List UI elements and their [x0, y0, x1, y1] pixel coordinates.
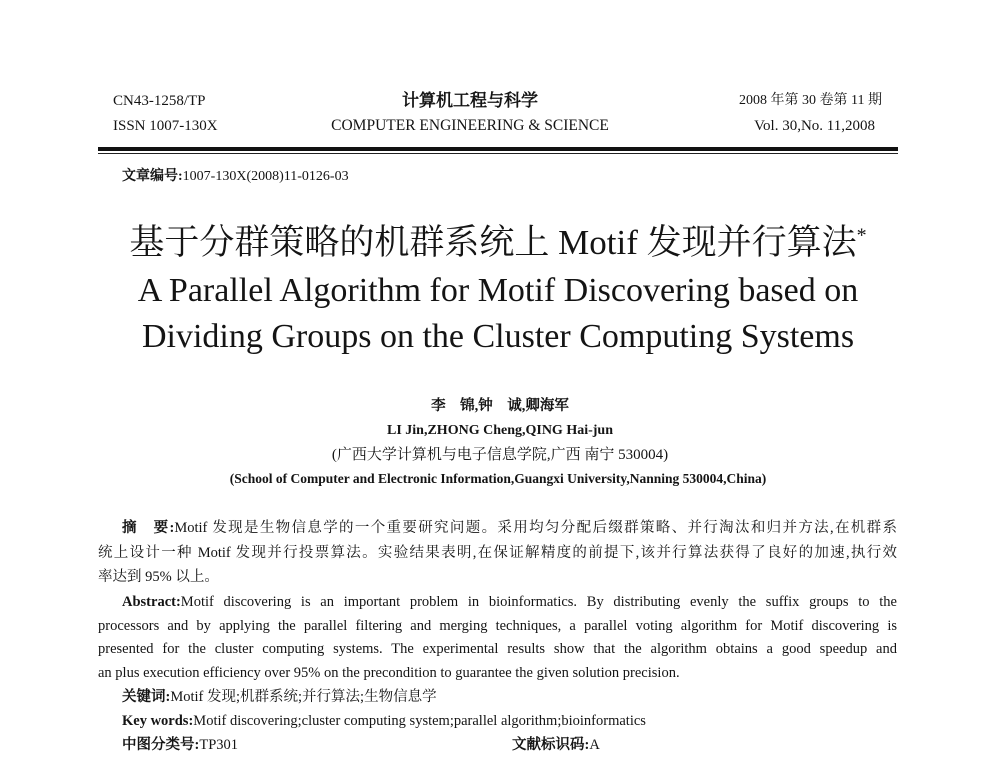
article-number-label: 文章编号:	[122, 169, 183, 184]
article-number-value: 1007-130X(2008)11-0126-03	[182, 169, 349, 184]
classification-value: TP301	[199, 737, 239, 753]
authors-cn: 李 锦,钟 诚,卿海军	[431, 398, 569, 414]
abstract-cn-line-2: 统上设计一种 Motif 发现并行投票算法。实验结果表明,在保证解精度的前提下,该并行算法获得了良好的加速,执行效	[98, 545, 897, 561]
journal-name-en: COMPUTER ENGINEERING & SCIENCE	[331, 117, 609, 134]
header-rule-thick	[98, 147, 898, 151]
document-code-value: A	[589, 737, 600, 753]
keywords-en	[122, 710, 646, 732]
title-cn-text: 基于分群策略的机群系统上 Motif 发现并行算法	[129, 223, 857, 262]
issue-info-cn: 2008 年第 30 卷第 11 期	[739, 93, 882, 108]
classification-code	[122, 734, 238, 756]
issue-info-en: Vol. 30,No. 11,2008	[754, 118, 875, 134]
title-cn	[98, 221, 898, 265]
keywords-en-value: Motif discovering;cluster computing system;parallel algorithm;bioinformatics	[193, 713, 646, 729]
authors-en: LI Jin,ZHONG Cheng,QING Hai-jun	[387, 423, 613, 438]
journal-name-cn: 计算机工程与科学	[402, 91, 538, 110]
classification-label: 中图分类号:	[122, 737, 200, 753]
keywords-cn	[122, 686, 437, 708]
title-en-line-2: Dividing Groups on the Cluster Computing Systems	[141, 318, 855, 355]
title-footnote-mark: *	[856, 224, 867, 247]
abstract-en-text-1: Motif discovering is an important problem in bioinformatics. By distributing evenly the suffix groups to the	[180, 594, 897, 610]
abstract-cn-text-1: Motif 发现是生物信息学的一个重要研究问题。采用均匀分配后缀群策略、并行淘汰和归并方法,在机群系	[174, 520, 897, 536]
abstract-cn-label: 摘 要:	[122, 520, 175, 536]
document-code	[512, 734, 600, 756]
keywords-en-label: Key words:	[122, 713, 194, 729]
journal-issn: ISSN 1007-130X	[113, 118, 218, 134]
abstract-en-line-1	[122, 591, 897, 613]
affiliation-cn: (广西大学计算机与电子信息学院,广西 南宁 530004)	[331, 447, 669, 463]
abstract-en-label: Abstract:	[122, 594, 181, 610]
keywords-cn-value: Motif 发现;机群系统;并行算法;生物信息学	[170, 689, 437, 705]
affiliation-en: (School of Computer and Electronic Information,Guangxi University,Nanning 530004,China)	[229, 471, 767, 486]
article-number	[122, 166, 349, 188]
document-code-label: 文献标识码:	[512, 737, 590, 753]
abstract-cn-line-1	[122, 517, 897, 539]
abstract-en-line-2: processors and by applying the parallel filtering and merging techniques, a parallel voting algorithm for Motif discovering is	[98, 618, 897, 634]
journal-cn-code: CN43-1258/TP	[113, 93, 206, 109]
abstract-en-line-4: an plus execution efficiency over 95% on the precondition to guarantee the given solution precision.	[98, 665, 680, 681]
title-en-line-1: A Parallel Algorithm for Motif Discovering based on	[137, 272, 859, 309]
header-rule-thin	[98, 153, 898, 154]
keywords-cn-label: 关键词:	[122, 689, 171, 705]
abstract-cn-line-3: 率达到 95% 以上。	[98, 569, 219, 585]
abstract-en-line-3: presented for the cluster computing systems. The experimental results show that the algorithm obtains a good speedup and	[98, 641, 897, 657]
